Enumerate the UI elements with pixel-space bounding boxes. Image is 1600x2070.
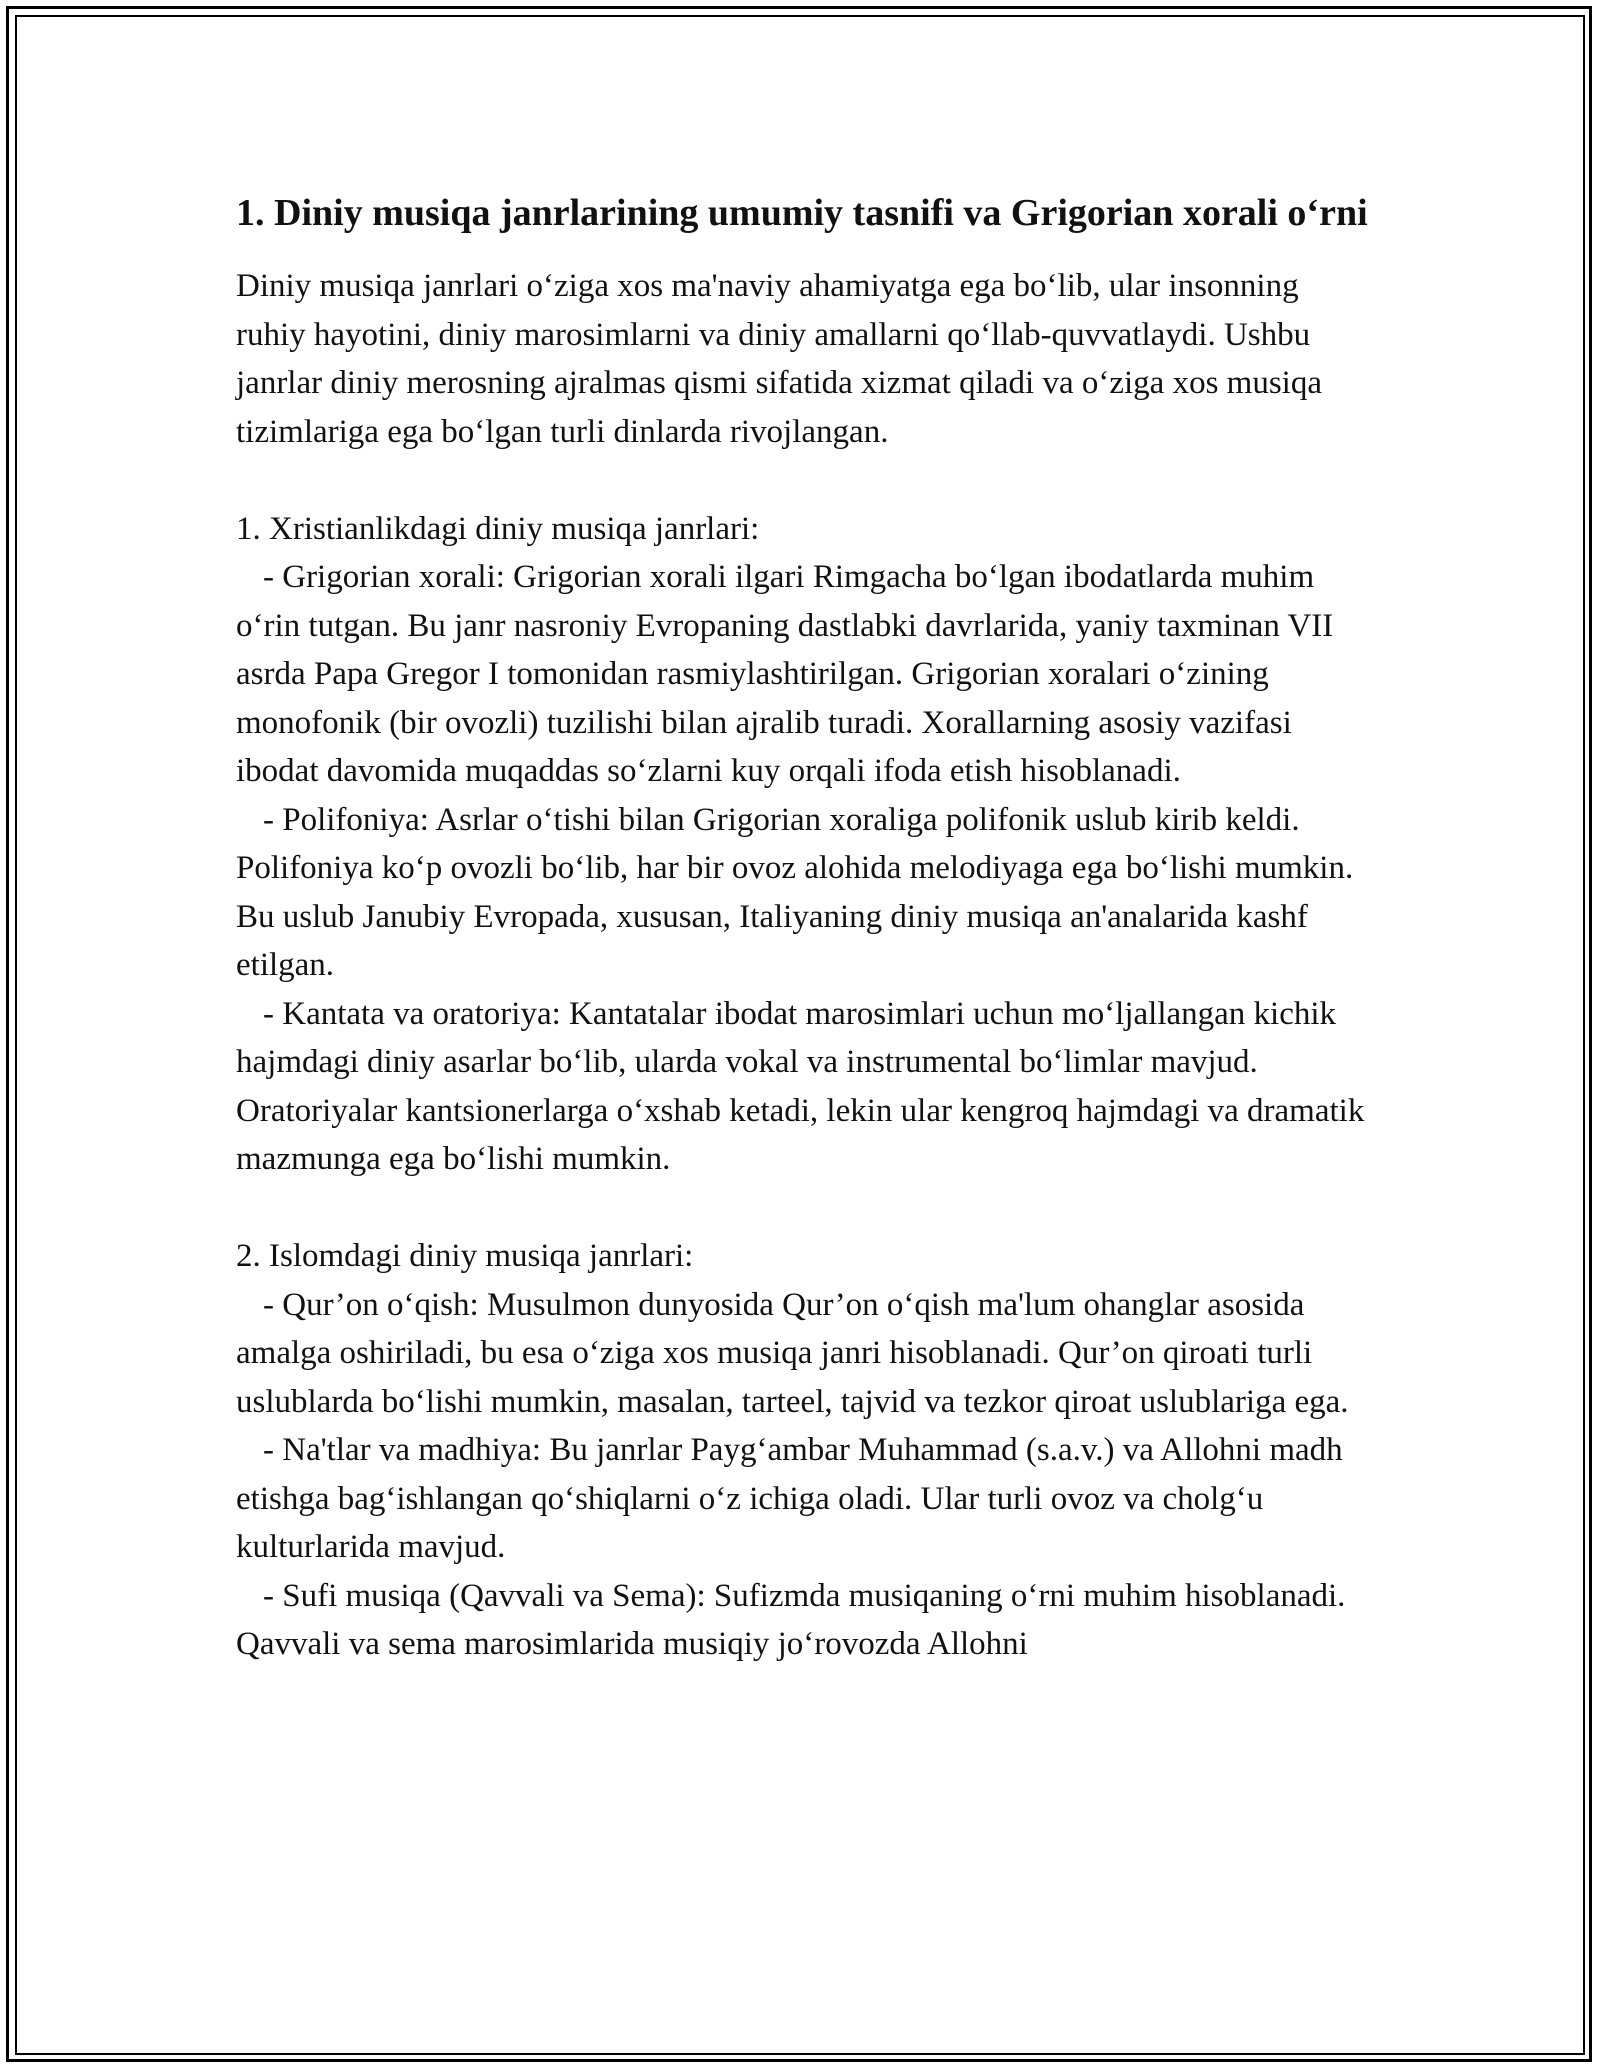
list-item-text: - Na'tlar va madhiya: Bu janrlar Payg‘ambar Muhammad (s.a.v.) va Allohni madh etishga bag‘ishlangan qo‘shiqlarni o‘z ichiga oladi. Ular turli ovoz va cholg‘u kulturlarida mavjud.	[236, 1432, 1343, 1565]
list-item-polyphony	[236, 796, 1376, 990]
list-item-text: - Qur’on o‘qish: Musulmon dunyosida Qur’on o‘qish ma'lum ohanglar asosida amalga oshiriladi, bu esa o‘ziga xos musiqa janri hisoblanadi. Qur’on qiroati turli uslublarda bo‘lishi mumkin, masalan, tarteel, tajvid va tezkor qiroat uslublariga ega.	[236, 1286, 1349, 1420]
paragraph-gap	[236, 456, 1376, 505]
section-title-islam: 2. Islomdagi diniy musiqa janrlari:	[236, 1238, 694, 1274]
list-item-gregorian-chant	[236, 553, 1376, 796]
section-title-christianity: 1. Xristianlikdagi diniy musiqa janrlari:	[236, 510, 760, 547]
list-item-text: - Sufi musiqa (Qavvali va Sema): Sufizmda musiqaning o‘rni muhim hisoblanadi. Qavvali va sema marosimlarida musiqiy jo‘rovozda Allohni	[236, 1577, 1346, 1662]
document-body	[236, 186, 1376, 1669]
list-item-cantata-oratorio	[236, 990, 1376, 1184]
list-item-text: - Polifoniya: Asrlar o‘tishi bilan Grigorian xoraliga polifonik uslub kirib keldi. Polifoniya ko‘p ovozli bo‘lib, har bir ovoz alohida melodiyaga ega bo‘lishi mumkin. Bu uslub Janubiy Evropada, xususan, Italiyaning diniy musiqa an'analarida kashf etilgan.	[236, 801, 1354, 983]
section-heading: 1. Diniy musiqa janrlarining umumiy tasnifi va Grigorian xorali o‘rni	[236, 192, 1368, 234]
list-item-sufi-music	[236, 1572, 1376, 1669]
list-item-quran-recitation	[236, 1281, 1376, 1427]
list-item-naat-madhiya	[236, 1426, 1376, 1572]
list-item-text: - Grigorian xorali: Grigorian xorali ilgari Rimgacha bo‘lgan ibodatlarda muhim o‘rin tutgan. Bu janr nasroniy Evropaning dastlabki davrlarida, yaniy taxminan VII asrda Papa Gregor I tomonidan rasmiylashtirilgan. Grigorian xoralari o‘zining monofonik (bir ovozli) tuzilishi bilan ajralib turadi. Xorallarning asosiy vazifasi ibodat davomida muqaddas so‘zlarni kuy orqali ifoda etish hisoblanadi.	[236, 559, 1334, 789]
paragraph-gap	[236, 1184, 1376, 1233]
intro-paragraph: Diniy musiqa janrlari o‘ziga xos ma'naviy ahamiyatga ega bo‘lib, ular insonning ruhiy hayotini, diniy marosimlarni va diniy amallarni qo‘llab-quvvatlaydi. Ushbu janrlar diniy merosning ajralmas qismi sifatida xizmat qiladi va o‘ziga xos musiqa tizimlariga ega bo‘lgan turli dinlarda rivojlangan.	[236, 268, 1322, 450]
list-item-text: - Kantata va oratoriya: Kantatalar ibodat marosimlari uchun mo‘ljallangan kichik hajmdagi diniy asarlar bo‘lib, ularda vokal va instrumental bo‘limlar mavjud. Oratoriyalar kantsionerlarga o‘xshab ketadi, lekin ular kengroq hajmdagi va dramatik mazmunga ega bo‘lishi mumkin.	[236, 995, 1365, 1177]
